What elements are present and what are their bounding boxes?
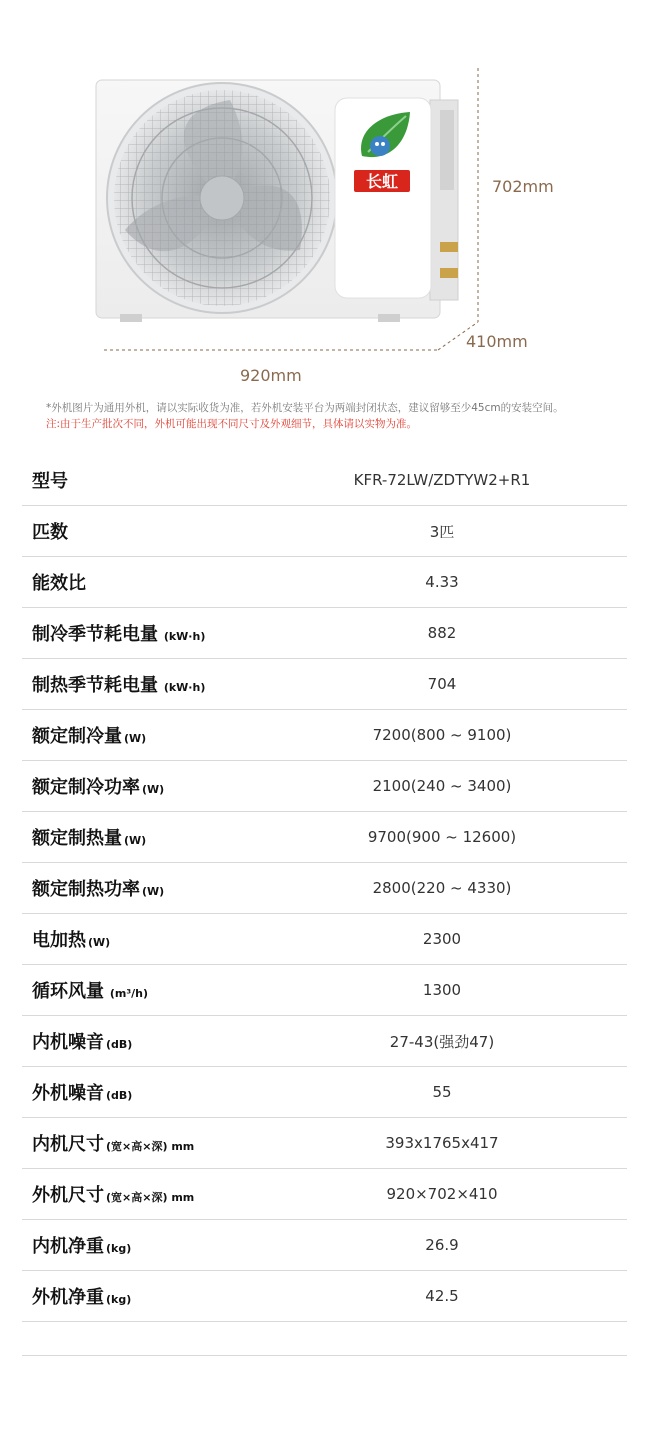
spec-value: 1300 [422,981,462,999]
brand-logo-text: 长虹 [365,172,399,191]
spec-label [32,875,164,901]
spec-label-text: 制热季节耗电量 [32,675,158,696]
spec-label [32,1130,194,1156]
spec-value: 3匹 [429,522,455,541]
spec-value: 27-43(强劲47) [389,1032,495,1051]
spec-row [22,1271,627,1322]
spec-label-text: 内机净重 [32,1236,104,1257]
spec-label-text: 制冷季节耗电量 [32,624,158,645]
spec-value: 4.33 [425,573,459,591]
spec-unit: (kW·h) [160,681,206,694]
spec-unit: (kg) [106,1242,132,1255]
spec-row [22,812,627,863]
spec-label-text: 内机噪音 [32,1032,104,1053]
spec-label-text: 循环风量 [32,981,104,1002]
spec-label [32,467,70,493]
spec-unit: (W) [124,834,147,847]
spec-value: 393x1765x417 [385,1134,499,1152]
spec-label [32,671,205,697]
spec-value: 920×702×410 [386,1185,498,1203]
spec-value: 9700(900 ~ 12600) [367,828,517,846]
spec-value: 26.9 [425,1236,459,1254]
spec-row [22,557,627,608]
table-bottom-divider [22,1355,627,1356]
product-hero [0,0,650,460]
spec-unit: (m³/h) [106,987,149,1000]
spec-row [22,710,627,761]
spec-label-text: 能效比 [32,573,86,594]
spec-label [32,1028,132,1054]
spec-unit: (W) [124,732,147,745]
spec-value: 882 [427,624,457,642]
spec-value: 42.5 [425,1287,459,1305]
spec-value: 2100(240 ~ 3400) [372,777,512,795]
spec-row [22,1220,627,1271]
spec-unit: (W) [142,783,165,796]
spec-value: KFR-72LW/ZDTYW2+R1 [353,471,531,489]
spec-label [32,1232,131,1258]
spec-label-text: 内机尺寸 [32,1134,104,1155]
note-warning: 注:由于生产批次不同，外机可能出现不同尺寸及外观细节，具体请以实物为准。 [46,418,418,430]
spec-row [22,1118,627,1169]
spec-value: 55 [432,1083,452,1101]
spec-label-text: 匹数 [32,522,68,543]
spec-row [22,863,627,914]
spec-label [32,1181,194,1207]
width-label: 920mm [240,366,302,385]
spec-label-text: 外机尺寸 [32,1185,104,1206]
spec-label [32,926,110,952]
spec-value: 7200(800 ~ 9100) [372,726,512,744]
fan-grille-icon [107,83,337,313]
spec-row [22,659,627,710]
notes [46,400,636,432]
spec-label-text: 额定制热量 [32,828,122,849]
spec-row [22,914,627,965]
spec-label [32,722,146,748]
spec-unit: (dB) [106,1089,133,1102]
spec-label [32,1283,131,1309]
spec-label-text: 额定制冷量 [32,726,122,747]
spec-label [32,773,164,799]
spec-row [22,1169,627,1220]
spec-row [22,455,627,506]
spec-row [22,965,627,1016]
spec-row [22,608,627,659]
spec-row [22,1016,627,1067]
spec-label [32,1079,132,1105]
spec-row [22,1067,627,1118]
spec-value: 704 [427,675,457,693]
spec-unit: (W) [88,936,111,949]
spec-label [32,824,146,850]
note-general: *外机图片为通用外机，请以实际收货为准，若外机安装平台为两端封闭状态，建议留够至少45cm的安装空间。 [46,402,564,414]
spec-value: 2800(220 ~ 4330) [372,879,512,897]
height-label: 702mm [492,177,554,196]
spec-label-text: 额定制热功率 [32,879,140,900]
spec-label [32,569,88,595]
spec-unit: (宽×高×深) mm [106,1191,195,1204]
spec-label [32,620,205,646]
spec-unit: (kg) [106,1293,132,1306]
spec-table [22,455,627,1322]
spec-label [32,518,70,544]
spec-unit: (dB) [106,1038,133,1051]
spec-row [22,761,627,812]
depth-label: 410mm [466,332,528,351]
spec-label [32,977,148,1003]
spec-label-text: 型号 [32,471,68,492]
spec-row [22,506,627,557]
spec-label-text: 电加热 [32,930,86,951]
outdoor-unit-illustration [0,0,650,460]
spec-unit: (宽×高×深) mm [106,1140,195,1153]
spec-label-text: 外机噪音 [32,1083,104,1104]
spec-unit: (kW·h) [160,630,206,643]
spec-unit: (W) [142,885,165,898]
spec-label-text: 外机净重 [32,1287,104,1308]
spec-value: 2300 [422,930,462,948]
spec-label-text: 额定制冷功率 [32,777,140,798]
